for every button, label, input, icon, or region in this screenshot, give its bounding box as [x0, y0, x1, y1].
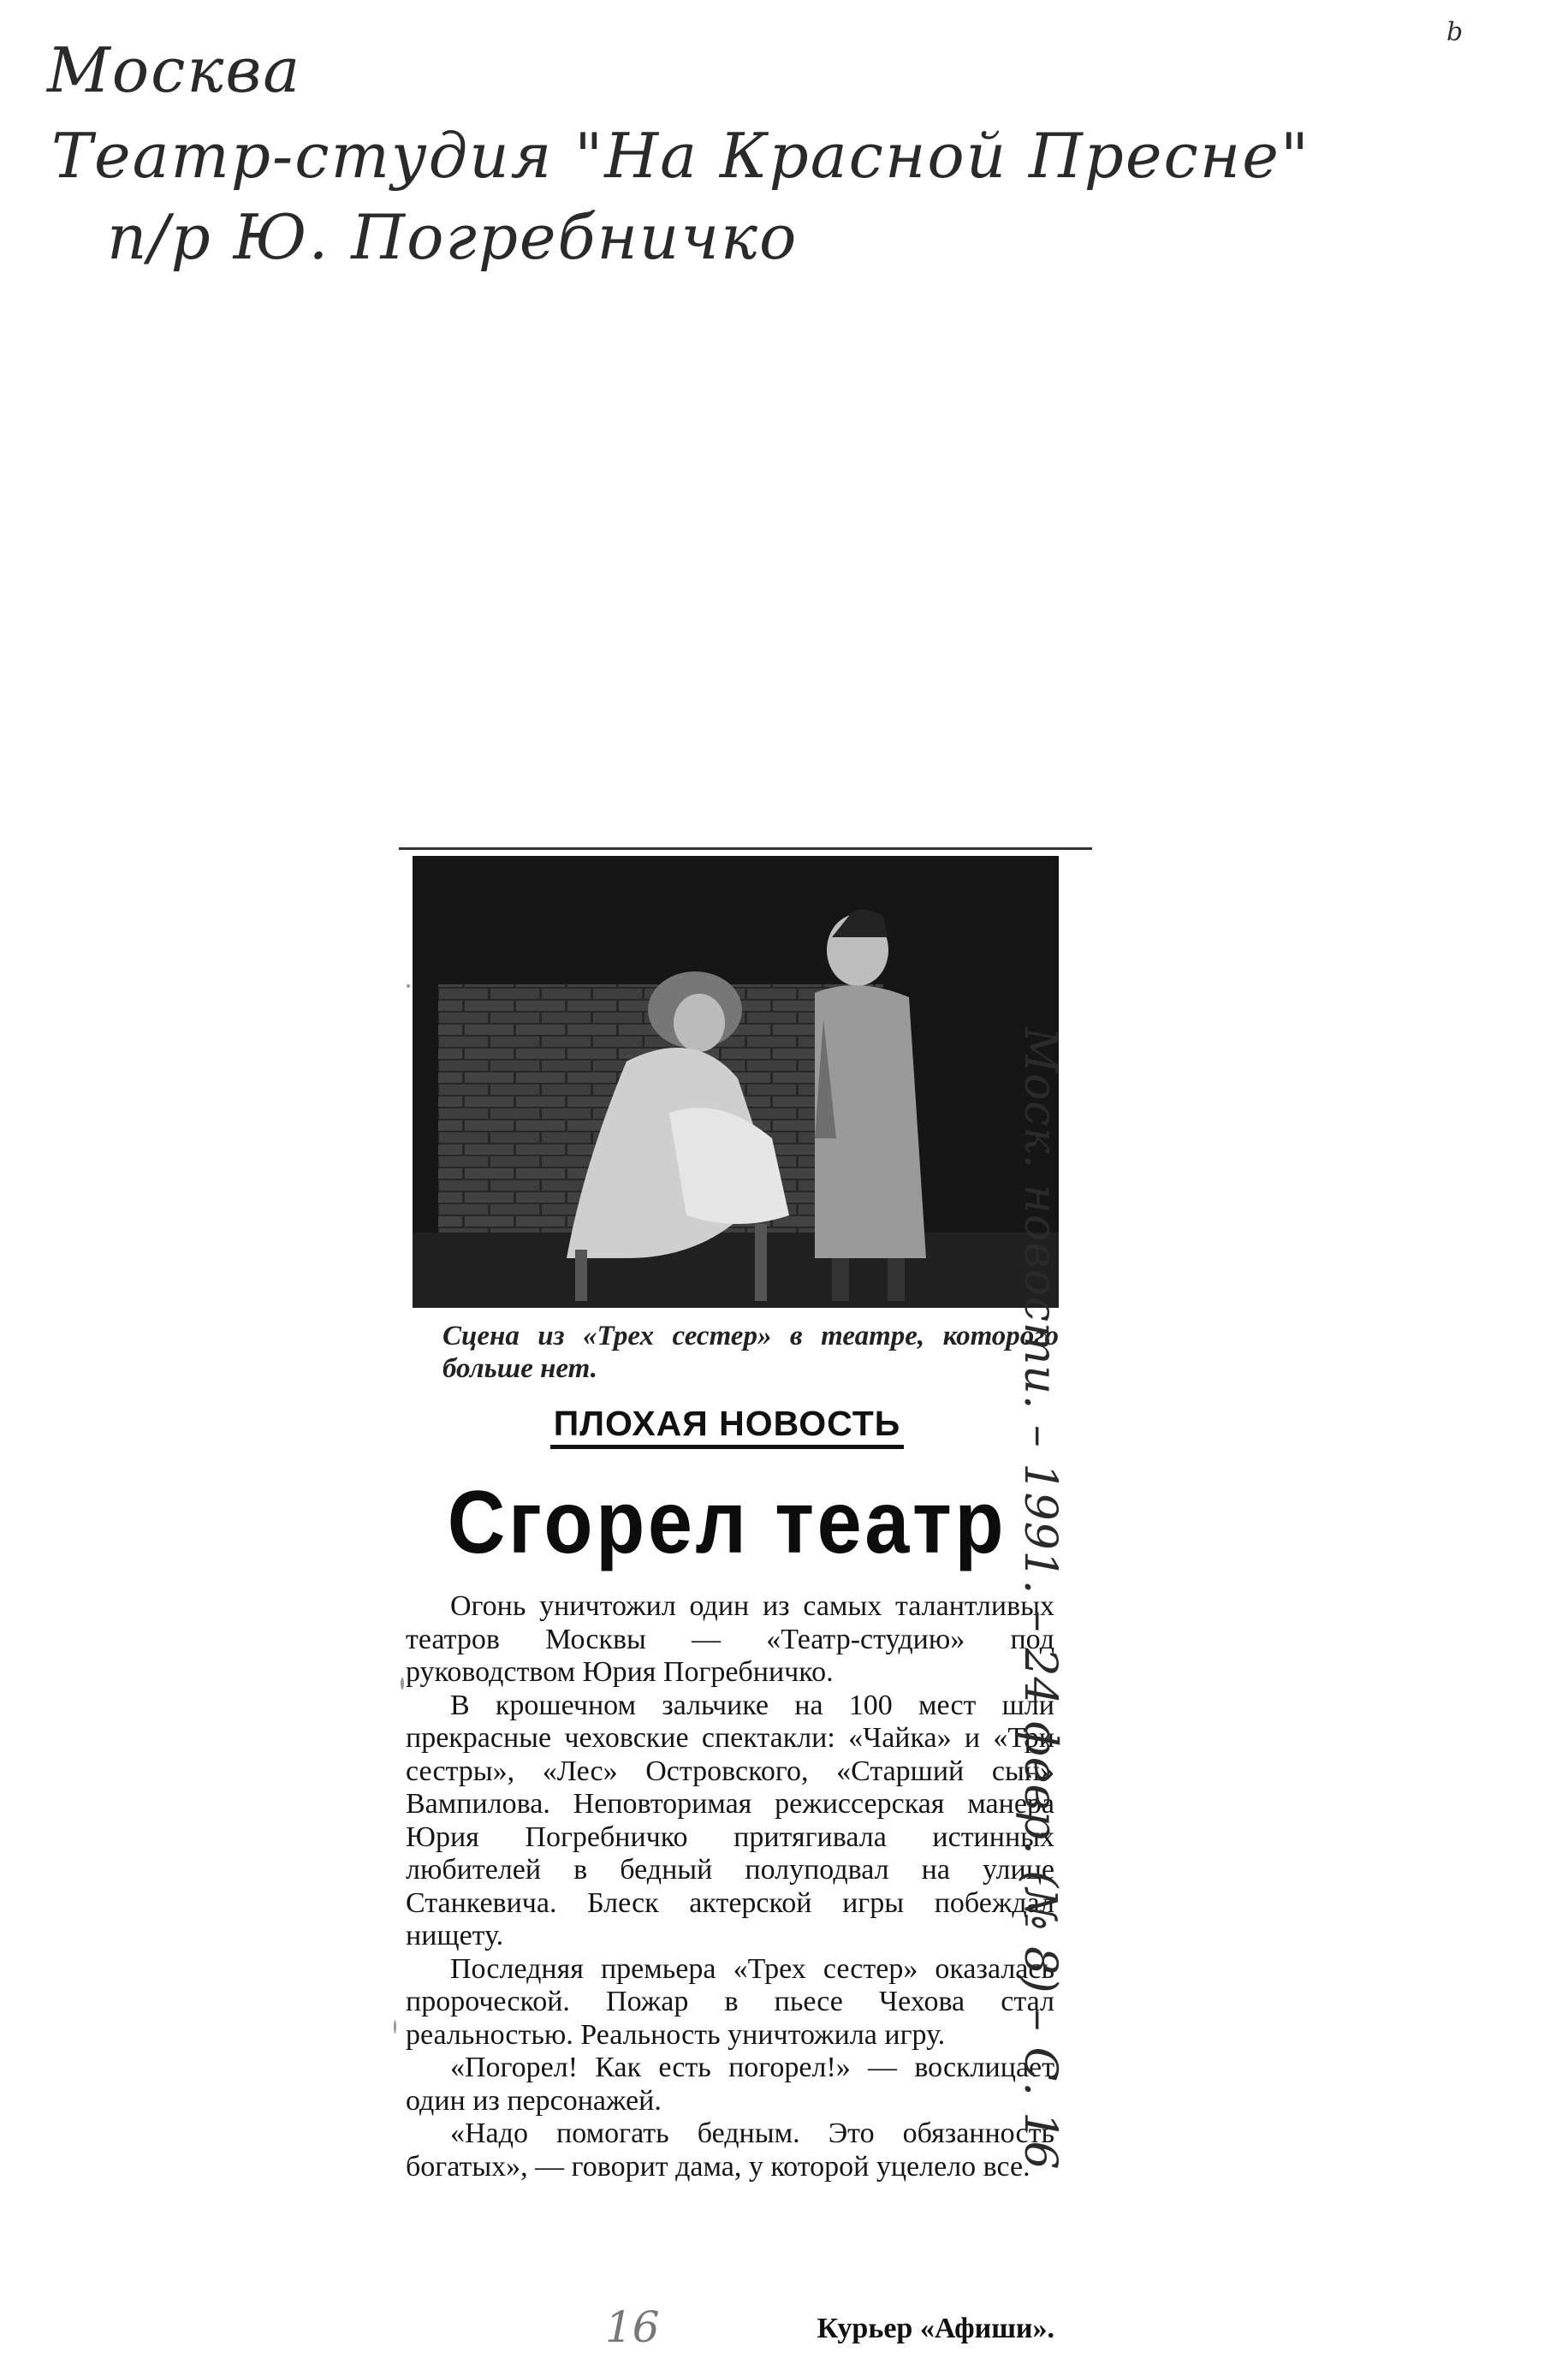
- paragraph: Последняя премьера «Трех сестер» оказалась пророческой. Пожар в пьесе Чехова стал реальностью. Реальность уничтожила игру.: [406, 1952, 1054, 2051]
- stage-photo: [413, 856, 1059, 1308]
- rubric-label: ПЛОХАЯ НОВОСТЬ: [550, 1404, 904, 1449]
- handwritten-city: Москва: [47, 34, 302, 106]
- handwritten-corner-mark: b: [1446, 17, 1464, 47]
- photo-caption: Сцена из «Трех сестер» в театре, которого больше нет.: [442, 1321, 1059, 1384]
- article-signature: Курьер «Афиши».: [817, 2313, 1054, 2344]
- newspaper-clipping: [395, 847, 1097, 2354]
- paragraph: В крошечном зальчике на 100 мест шли прекрасные чеховские спектакли: «Чайка» и «Три сестры», «Лес» Островского, «Старший сын» Вампилова. Неповторимая режиссерская манера Юрия Погребничко притягивала истинных любителей в бедный полуподвал на улице Станкевича. Блеск актерской игры побеждал нищету.: [406, 1689, 1054, 1951]
- scan-speck: [394, 2020, 396, 2034]
- rubric: [395, 1404, 1059, 1444]
- handwritten-theatre-name: Театр-студия "На Красной Пресне": [51, 120, 1310, 192]
- paragraph: «Надо помогать бедным. Это обязанность богатых», — говорит дама, у которой уцелело все.: [406, 2118, 1054, 2183]
- top-rule: [399, 847, 1092, 850]
- scan-speck: [407, 984, 410, 988]
- stage-photo-image: [413, 856, 1059, 1308]
- paragraph: «Погорел! Как есть погорел!» — восклицает один из персонажей.: [406, 2052, 1054, 2117]
- article-body: [406, 1590, 1054, 2183]
- scan-speck: [401, 1678, 404, 1690]
- headline: Сгорел театр: [447, 1473, 1007, 1572]
- handwritten-page-number: 16: [605, 2302, 660, 2352]
- handwritten-source-note: Моск. новости. – 1991. – 24 февр. (№ 8) – С. 16: [1014, 1027, 1066, 2171]
- handwritten-director: п/р Ю. Погребничко: [107, 201, 799, 273]
- paragraph: Огонь уничтожил один из самых талантливых театров Москвы — «Театр-студию» под руководством Юрия Погребничко.: [406, 1590, 1054, 1688]
